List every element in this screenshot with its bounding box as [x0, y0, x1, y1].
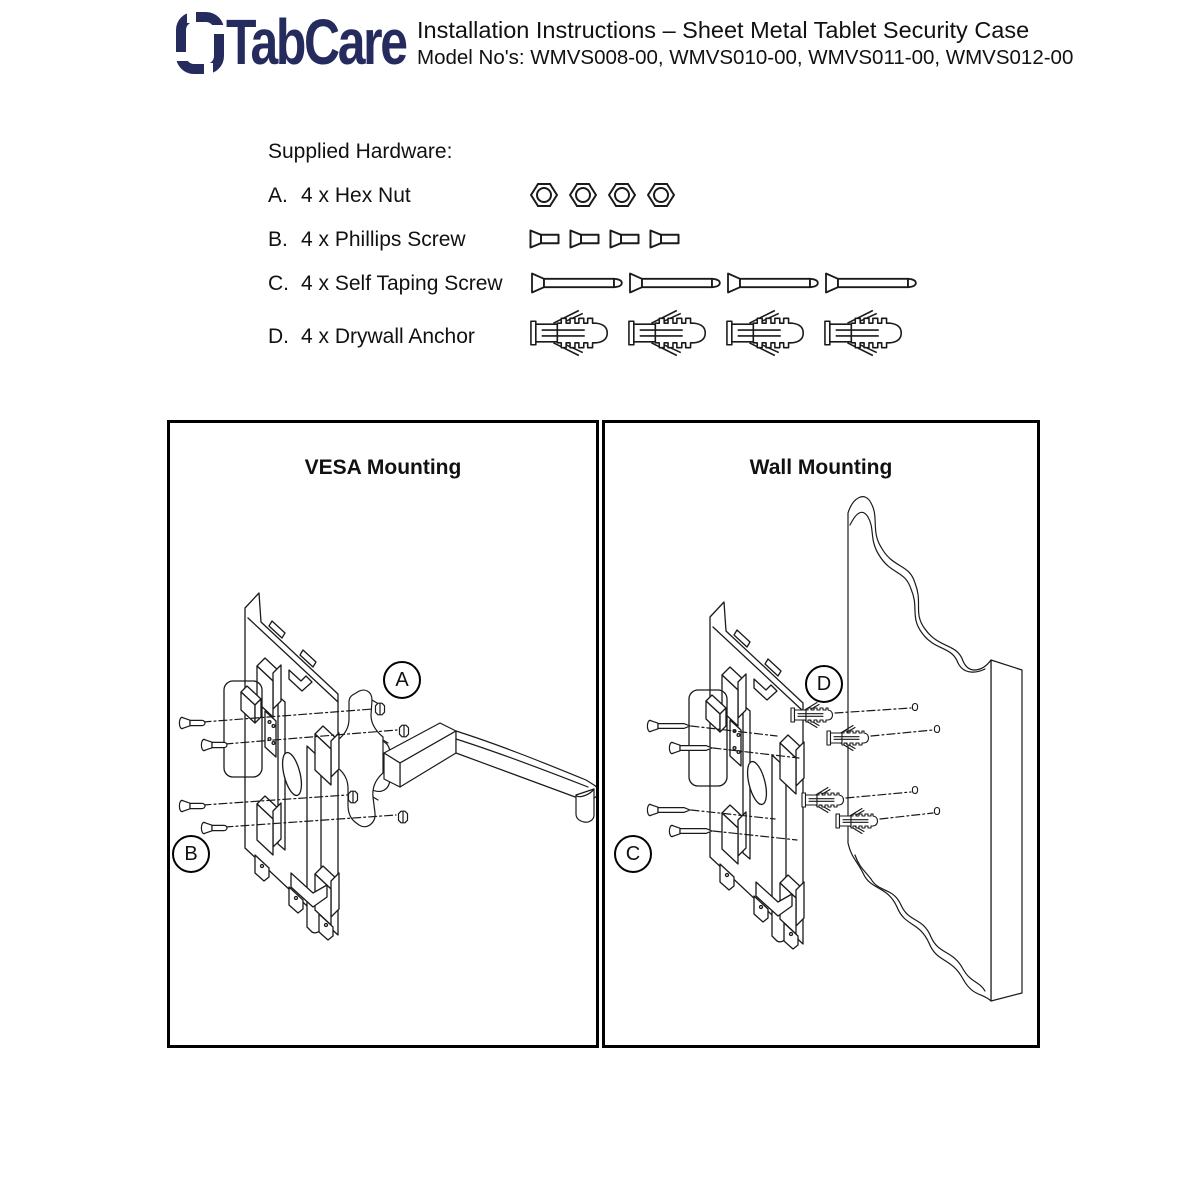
- phillips-screws-group: [179, 717, 227, 833]
- item-name: 4 x Drywall Anchor: [301, 325, 475, 348]
- callout-letter: C: [625, 842, 641, 865]
- hardware-item-hex-nut: [268, 184, 411, 208]
- callout-letter: B: [184, 842, 198, 865]
- self-taping-screw-icon: [530, 270, 624, 296]
- wall-mounting-diagram: [605, 423, 1037, 1045]
- hardware-item-self-taping-screw: [268, 272, 503, 296]
- drywall-anchor-icons: [528, 308, 912, 358]
- drywall-anchor-icon: [626, 308, 716, 358]
- tabcare-logo-icon: [175, 9, 225, 77]
- callout-d: [805, 665, 843, 703]
- callout-a: [383, 661, 421, 699]
- phillips-screw-icons: [528, 229, 681, 249]
- vesa-mounting-panel: [167, 420, 599, 1048]
- self-taping-screws-group: [647, 720, 712, 836]
- hex-nut-icons: [530, 182, 675, 208]
- hex-nut-icon: [569, 182, 597, 208]
- self-taping-screw-icon: [824, 270, 918, 296]
- self-taping-screw-icons: [530, 270, 918, 296]
- wall-mounting-panel: [602, 420, 1040, 1048]
- wall-panel-title: Wall Mounting: [749, 456, 893, 479]
- phillips-screw-icon: [568, 229, 601, 249]
- phillips-screw-icon: [528, 229, 561, 249]
- hex-nut-icon: [530, 182, 558, 208]
- drywall-anchor-icon: [724, 308, 814, 358]
- vesa-mounting-diagram: [170, 423, 596, 1045]
- drywall-anchor-icon: [528, 308, 618, 358]
- callout-c: [614, 835, 652, 873]
- vesa-panel-title: VESA Mounting: [304, 456, 462, 479]
- phillips-screw-icon: [608, 229, 641, 249]
- tablet-case-back-plate: [689, 602, 804, 949]
- tablet-case-back-plate: [224, 593, 339, 940]
- drywall-anchor-icon: [822, 308, 912, 358]
- item-letter: B.: [268, 228, 288, 251]
- model-numbers: Model No's: WMVS008-00, WMVS010-00, WMVS011-00, WMVS012-00: [417, 46, 1074, 69]
- hex-nut-icon: [608, 182, 636, 208]
- callout-letter: D: [816, 672, 832, 695]
- callout-letter: A: [395, 668, 409, 691]
- item-letter: A.: [268, 184, 288, 207]
- hardware-heading: Supplied Hardware:: [268, 140, 453, 163]
- monitor-arm-elbow: [384, 723, 456, 787]
- hardware-item-phillips-screw: [268, 228, 466, 252]
- item-name: 4 x Hex Nut: [301, 184, 411, 207]
- item-name: 4 x Phillips Screw: [301, 228, 466, 251]
- item-letter: C.: [268, 272, 289, 295]
- document-title: Installation Instructions – Sheet Metal Tablet Security Case: [417, 17, 1030, 43]
- monitor-arm: [456, 731, 596, 822]
- hardware-item-drywall-anchor: [268, 325, 475, 349]
- phillips-screw-icon: [648, 229, 681, 249]
- self-taping-screw-icon: [628, 270, 722, 296]
- item-letter: D.: [268, 325, 289, 348]
- hex-nut-icon: [647, 182, 675, 208]
- self-taping-screw-icon: [726, 270, 820, 296]
- callout-b: [172, 835, 210, 873]
- wall-section: [848, 497, 1022, 1001]
- item-name: 4 x Self Taping Screw: [301, 272, 503, 295]
- brand-name: TabCare: [226, 6, 406, 78]
